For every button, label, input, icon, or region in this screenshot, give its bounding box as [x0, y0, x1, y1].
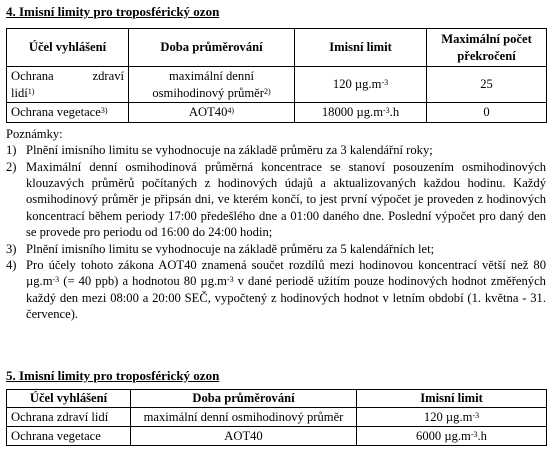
limit-suffix: .h — [477, 428, 487, 443]
note-text-part: Pro účely tohoto zákona AOT40 znamená součet rozdílů mezi hodinovou koncentrací větší než 80 µg.m — [26, 257, 546, 289]
cell-exceed: 0 — [427, 103, 547, 123]
header-max-exceed: Maximální počet překročení — [427, 29, 547, 67]
cell-period: AOT40 — [131, 427, 357, 446]
note-text-part: (= 40 ppb) a hodnotou 80 µg.m — [59, 274, 227, 289]
footnote-ref: 1) — [27, 86, 35, 96]
unit-exponent: -3 — [52, 275, 60, 285]
unit-exponent: -3 — [470, 429, 478, 439]
note-text-part: v dané periodě užitím pouze hodinových hodnot změřených každý den mezi 08:00 a 20:00 SEČ, vypočtený z hodinových hodnot v letním období (1. května - 31. července). — [26, 274, 546, 321]
limit-suffix: .h — [389, 105, 400, 120]
purpose-word-b: zdraví — [92, 69, 124, 84]
cell-purpose — [7, 103, 129, 123]
section5-row-health — [7, 408, 547, 427]
section4-row-vegetation — [7, 103, 547, 123]
footnote-ref: 4) — [227, 106, 235, 116]
note-number: 1) — [6, 143, 17, 158]
cell-limit — [357, 408, 547, 427]
unit-exponent: -3 — [226, 275, 234, 285]
limit-value: 18000 µg.m — [321, 105, 383, 120]
purpose-word-a: Ochrana — [11, 69, 54, 84]
note-item — [6, 241, 546, 257]
limit-value: 120 µg.m — [332, 77, 382, 92]
notes-list — [6, 142, 546, 322]
purpose-word-c: lidí — [11, 85, 28, 100]
note-number: 4) — [6, 257, 17, 272]
cell-exceed: 25 — [427, 67, 547, 103]
limit-value: 120 µg.m — [423, 409, 473, 424]
cell-purpose: Ochrana zdraví lidí — [7, 408, 131, 427]
note-item — [6, 257, 546, 322]
cell-period: maximální denní osmihodinový průměr — [131, 408, 357, 427]
period-text: AOT40 — [188, 105, 228, 120]
header-period: Doba průměrování — [131, 390, 357, 408]
cell-limit — [357, 427, 547, 446]
note-text: Plnění imisního limitu se vyhodnocuje na základě průměru za 3 kalendářní roky; — [26, 143, 433, 158]
note-item — [6, 142, 546, 158]
section4-row-health — [7, 67, 547, 103]
cell-period — [129, 103, 295, 123]
cell-purpose: Ochrana vegetace — [7, 427, 131, 446]
header-limit: Imisní limit — [295, 29, 427, 67]
cell-period — [129, 67, 295, 103]
section5-header-row — [7, 390, 547, 408]
notes-block — [6, 126, 546, 322]
note-text: Plnění imisního limitu se vyhodnocuje na základě průměru za 5 kalendářních let; — [26, 241, 435, 256]
unit-exponent: -3 — [472, 410, 480, 420]
note-text: Maximální denní osmihodinová průměrná koncentrace se stanoví posouzením osmihodinových klouzavých průměrů počítaných z hodinových údajů a aktualizovaných každou hodinu. Každý osmihodinový průměr je připsán dni, ve kterém končí, to jest první výpočet je proveden z hodinových koncentrací během periody 17:00 předešlého dne a 01:00 daného dne. Poslední výpočet pro daný den se provede pro periodu od 16:00 do 24:00 hodin; — [26, 159, 546, 240]
header-limit: Imisní limit — [357, 390, 547, 408]
note-text — [26, 258, 546, 321]
section4-title: 4. Imisní limity pro troposférický ozon — [6, 4, 220, 19]
cell-limit — [295, 67, 427, 103]
header-purpose: Účel vyhlášení — [7, 29, 129, 67]
purpose-text: Ochrana vegetace — [11, 105, 101, 120]
limit-value: 6000 µg.m — [416, 428, 471, 443]
cell-purpose — [7, 67, 129, 103]
section4-header-row — [7, 29, 547, 67]
footnote-ref: 2) — [263, 86, 271, 96]
unit-exponent: -3 — [381, 78, 389, 88]
notes-heading: Poznámky: — [6, 127, 63, 141]
unit-exponent: -3 — [383, 106, 390, 116]
footnote-ref: 3) — [100, 106, 108, 116]
note-number: 3) — [6, 241, 17, 256]
period-line1: maximální denní — [169, 69, 254, 84]
header-purpose: Účel vyhlášení — [7, 390, 131, 408]
section5-row-vegetation — [7, 427, 547, 446]
header-period: Doba průměrování — [129, 29, 295, 67]
note-item — [6, 159, 546, 241]
cell-limit — [295, 103, 427, 123]
period-line2: osmihodinový průměr — [152, 85, 264, 100]
section5-title: 5. Imisní limity pro troposférický ozon — [6, 368, 220, 383]
note-number: 2) — [6, 159, 17, 174]
section5-table — [6, 389, 547, 446]
section4-table — [6, 28, 547, 123]
